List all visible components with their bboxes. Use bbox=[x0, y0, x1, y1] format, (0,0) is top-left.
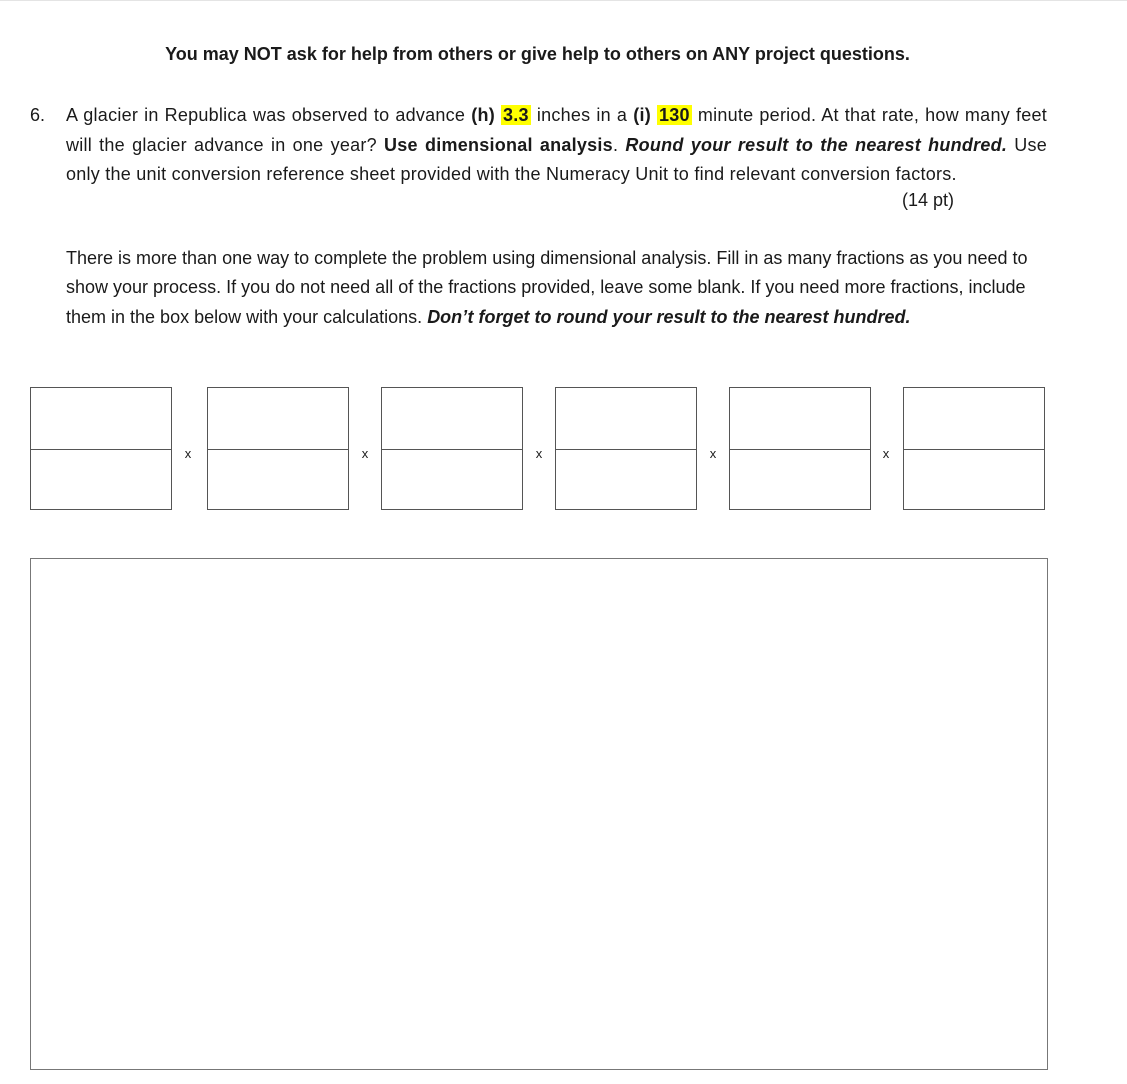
instructions-paragraph bbox=[66, 244, 1047, 332]
rounding-instruction: Round your result to the nearest hundred. bbox=[625, 134, 1008, 155]
fraction-box-6 bbox=[903, 387, 1045, 510]
multiply-sign: x bbox=[361, 446, 369, 461]
question-intro: A glacier in Republica was observed to advance bbox=[66, 105, 472, 125]
fraction-2-denominator[interactable] bbox=[208, 449, 348, 510]
fraction-2-numerator[interactable] bbox=[208, 388, 348, 450]
fraction-3-denominator[interactable] bbox=[382, 449, 522, 510]
points-value: (14 pt) bbox=[902, 190, 955, 210]
question-text bbox=[66, 101, 1047, 190]
fraction-5-denominator[interactable] bbox=[730, 449, 870, 510]
multiply-sign: x bbox=[184, 446, 192, 461]
label-h: (h) bbox=[471, 105, 495, 125]
multiply-sign: x bbox=[882, 446, 890, 461]
rounding-reminder: Don’t forget to round your result to the nearest hundred. bbox=[427, 306, 911, 327]
period: . bbox=[612, 134, 626, 155]
reference-note: Use only the unit conversion reference sheet provided with the Numeracy Unit to find relevant conversion factors. bbox=[66, 134, 1048, 184]
fraction-4-numerator[interactable] bbox=[556, 388, 696, 450]
top-rule bbox=[0, 0, 1127, 1]
multiply-sign: x bbox=[535, 446, 543, 461]
fraction-box-2 bbox=[207, 387, 349, 510]
value-i: 130 bbox=[659, 105, 690, 125]
fraction-5-numerator[interactable] bbox=[730, 388, 870, 450]
label-i: (i) bbox=[633, 105, 651, 125]
text-after-h: inches in a bbox=[530, 105, 634, 125]
dimensional-analysis-instruction: Use dimensional analysis bbox=[384, 134, 613, 155]
question-number: 6. bbox=[30, 105, 46, 125]
fraction-box-1 bbox=[30, 387, 172, 510]
fraction-6-denominator[interactable] bbox=[904, 449, 1044, 510]
multiply-sign: x bbox=[709, 446, 717, 461]
fraction-4-denominator[interactable] bbox=[556, 449, 696, 510]
instructions-text: There is more than one way to complete the problem using dimensional analysis. Fill in as many fractions as you need to show your process. If you do not need all of the fractions provided, leave some blank. If you need more fractions, include them in the box below with your calculations. bbox=[66, 248, 1028, 327]
fraction-box-3 bbox=[381, 387, 523, 510]
honor-notice: You may NOT ask for help from others or give help to others on ANY project questions. bbox=[165, 44, 910, 64]
calculation-work-area[interactable] bbox=[30, 558, 1048, 1070]
fraction-box-4 bbox=[555, 387, 697, 510]
fraction-box-5 bbox=[729, 387, 871, 510]
fraction-6-numerator[interactable] bbox=[904, 388, 1044, 450]
fraction-1-denominator[interactable] bbox=[31, 449, 171, 510]
fraction-1-numerator[interactable] bbox=[31, 388, 171, 450]
fraction-3-numerator[interactable] bbox=[382, 388, 522, 450]
text-after-i: minute period. At that rate, how many feet will the glacier advance in one year? bbox=[66, 105, 1048, 155]
value-h: 3.3 bbox=[503, 105, 529, 125]
